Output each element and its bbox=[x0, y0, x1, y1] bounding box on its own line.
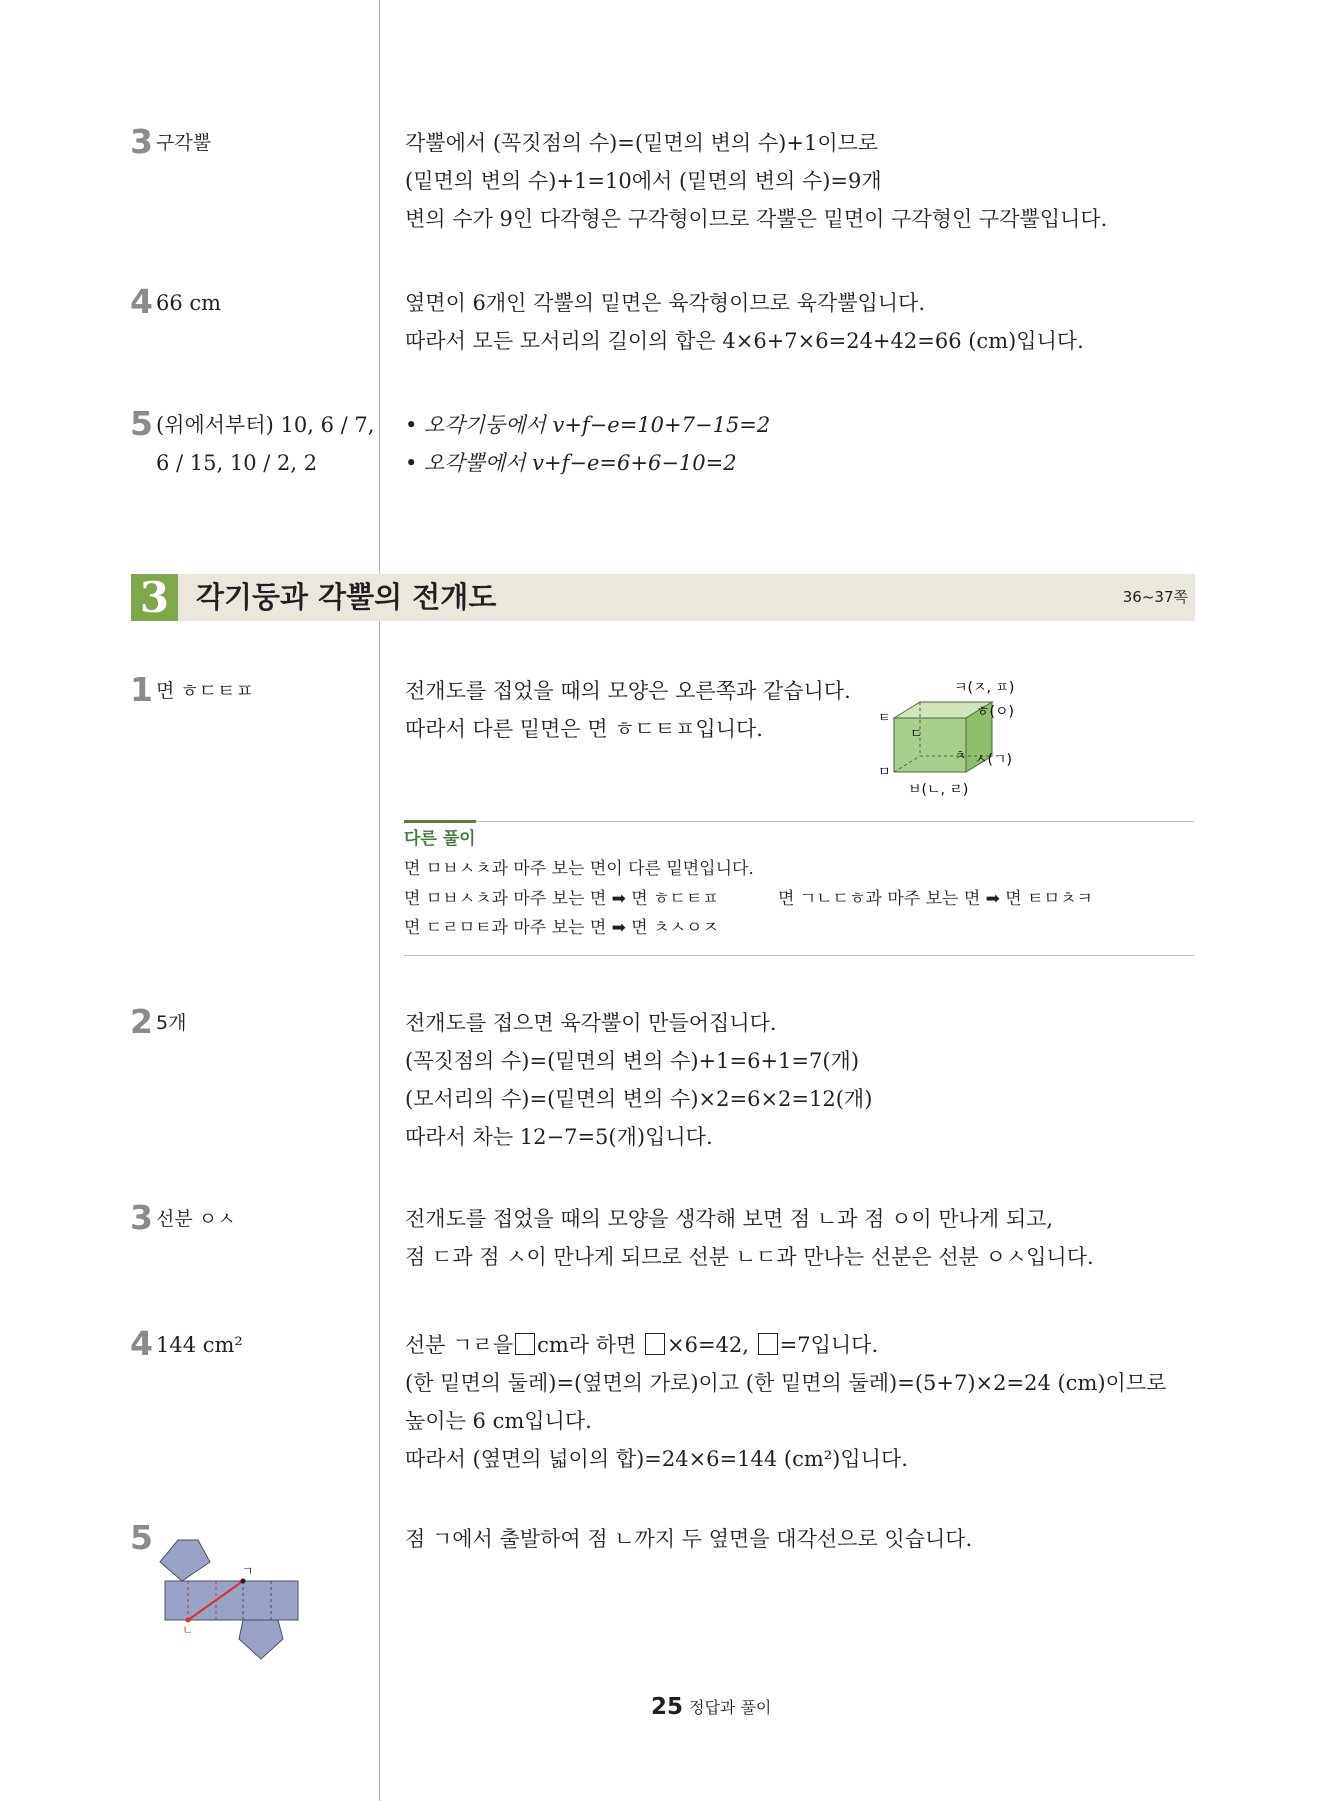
explanation-line: • 오각뿔에서 v+f−e=6+6−10=2 bbox=[405, 451, 737, 475]
alt-solution-title: 다른 풀이 bbox=[404, 829, 476, 849]
text-span: cm라 하면 bbox=[537, 1333, 637, 1357]
explanation-line: 전개도를 접었을 때의 모양을 생각해 보면 점 ㄴ과 점 ㅇ이 만나게 되고, bbox=[405, 1207, 1054, 1231]
explanation-line: 따라서 모든 모서리의 길이의 합은 4×6+7×6=24+42=66 (cm)입니다. bbox=[405, 329, 1084, 353]
page-number: 25 bbox=[651, 1694, 684, 1720]
point-label: ㄴ bbox=[182, 1623, 194, 1637]
explanation-line: 따라서 (옆면의 넓이의 합)=24×6=144 (cm²)입니다. bbox=[405, 1447, 908, 1471]
answer: 144 cm² bbox=[156, 1333, 243, 1357]
explanation-line: 따라서 다른 밑면은 면 ㅎㄷㅌㅍ입니다. bbox=[405, 717, 763, 741]
explanation bbox=[405, 124, 1107, 238]
question-number: 4 bbox=[130, 282, 153, 321]
answer: 선분 ㅇㅅ bbox=[156, 1208, 236, 1230]
explanation bbox=[405, 1004, 872, 1156]
blank-box bbox=[758, 1333, 778, 1355]
explanation-line bbox=[405, 1326, 1166, 1364]
vertex-label: ㄷ bbox=[910, 727, 923, 742]
explanation bbox=[405, 284, 1084, 360]
point-marker bbox=[241, 1579, 246, 1584]
explanation-line: 옆면이 6개인 각뿔의 밑면은 육각형이므로 육각뿔입니다. bbox=[405, 291, 925, 315]
alt-solution-line: 면 ㄱㄴㄷㅎ과 마주 보는 면 ➡ 면 ㅌㅁㅊㅋ bbox=[778, 889, 1093, 909]
explanation-line: (밑면의 변의 수)+1=10에서 (밑면의 변의 수)=9개 bbox=[405, 169, 882, 193]
net-side-strip bbox=[165, 1581, 298, 1620]
question-number: 5 bbox=[130, 404, 153, 443]
vertex-label: ㅎ(ㅇ) bbox=[976, 704, 1014, 720]
vertex-label: ㅋ(ㅈ, ㅍ) bbox=[954, 680, 1015, 696]
question-number: 4 bbox=[130, 1324, 153, 1363]
alt-solution-line: 면 ㄷㄹㅁㅌ과 마주 보는 면 ➡ 면 ㅊㅅㅇㅈ bbox=[404, 918, 719, 938]
explanation-line: 높이는 6 cm입니다. bbox=[405, 1409, 592, 1433]
explanation-line: 전개도를 접으면 육각뿔이 만들어집니다. bbox=[405, 1011, 777, 1035]
question-number: 3 bbox=[130, 122, 153, 161]
answer: 5개 bbox=[156, 1012, 187, 1034]
text-span: 선분 ㄱㄹ을 bbox=[405, 1333, 514, 1357]
explanation-line: 점 ㄱ에서 출발하여 점 ㄴ까지 두 옆면을 대각선으로 잇습니다. bbox=[405, 1527, 973, 1551]
explanation-line: • 오각기둥에서 v+f−e=10+7−15=2 bbox=[405, 413, 771, 437]
alt-solution-line: 면 ㅁㅂㅅㅊ과 마주 보는 면이 다른 밑면입니다. bbox=[404, 859, 754, 879]
section-number: 3 bbox=[131, 574, 178, 621]
explanation-line: 따라서 차는 12−7=5(개)입니다. bbox=[405, 1125, 713, 1149]
explanation-line: 점 ㄷ과 점 ㅅ이 만나게 되므로 선분 ㄴㄷ과 만나는 선분은 선분 ㅇㅅ입니다. bbox=[405, 1245, 1094, 1269]
explanation bbox=[405, 1200, 1094, 1276]
question-number: 3 bbox=[130, 1198, 153, 1237]
question-number: 2 bbox=[130, 1002, 153, 1041]
explanation-line: (모서리의 수)=(밑면의 변의 수)×2=6×2=12(개) bbox=[405, 1087, 873, 1111]
answer: (위에서부터) 10, 6 / 7, bbox=[156, 413, 375, 437]
alt-solution-accent bbox=[404, 820, 476, 823]
explanation-line: 전개도를 접었을 때의 모양은 오른쪽과 같습니다. bbox=[405, 679, 851, 703]
alt-solution-rule bbox=[404, 821, 1194, 822]
alt-solution-line: 면 ㅁㅂㅅㅊ과 마주 보는 면 ➡ 면 ㅎㄷㅌㅍ bbox=[404, 889, 719, 909]
answer: 면 ㅎㄷㅌㅍ bbox=[156, 680, 254, 702]
vertex-label: ㅂ(ㄴ, ㄹ) bbox=[908, 782, 969, 798]
column-divider bbox=[379, 0, 380, 1801]
explanation-line: 변의 수가 9인 다각형은 구각형이므로 각뿔은 밑면이 구각형인 구각뿔입니다. bbox=[405, 207, 1108, 231]
answer: 66 cm bbox=[156, 291, 222, 315]
blank-box bbox=[645, 1333, 665, 1355]
net-top-pentagon bbox=[160, 1540, 210, 1581]
vertex-label: ㅊ bbox=[954, 749, 967, 764]
prism-net-figure bbox=[150, 1535, 310, 1670]
explanation bbox=[405, 406, 770, 482]
explanation bbox=[405, 672, 851, 748]
vertex-label: ㅌ bbox=[878, 711, 891, 726]
section-title: 각기둥과 각뿔의 전개도 bbox=[196, 580, 497, 614]
answer: 6 / 15, 10 / 2, 2 bbox=[156, 451, 318, 475]
blank-box bbox=[515, 1333, 535, 1355]
explanation bbox=[405, 1326, 1166, 1478]
explanation-line: 각뿔에서 (꼭짓점의 수)=(밑면의 변의 수)+1이므로 bbox=[405, 131, 879, 155]
alt-solution-rule bbox=[404, 955, 1194, 956]
explanation bbox=[405, 1520, 972, 1558]
page-footer-label: 정답과 풀이 bbox=[689, 1698, 772, 1717]
explanation-line: (한 밑면의 둘레)=(옆면의 가로)이고 (한 밑면의 둘레)=(5+7)×2=24 (cm)이므로 bbox=[405, 1371, 1167, 1395]
point-marker bbox=[186, 1618, 191, 1623]
vertex-label: ㅁ bbox=[878, 765, 891, 780]
question-number: 5 bbox=[130, 1518, 153, 1557]
folded-prism-figure bbox=[868, 672, 1048, 802]
point-label: ㄱ bbox=[242, 1564, 254, 1578]
text-span: =7입니다. bbox=[779, 1333, 879, 1357]
question-number: 1 bbox=[130, 670, 153, 709]
section-pages: 36~37쪽 bbox=[1122, 588, 1188, 606]
explanation-line: (꼭짓점의 수)=(밑면의 변의 수)+1=6+1=7(개) bbox=[405, 1049, 860, 1073]
answer: 구각뿔 bbox=[156, 132, 212, 154]
net-bottom-pentagon bbox=[239, 1620, 283, 1659]
vertex-label: ㅅ(ㄱ) bbox=[974, 752, 1012, 768]
text-span: ×6=42, bbox=[667, 1333, 749, 1357]
